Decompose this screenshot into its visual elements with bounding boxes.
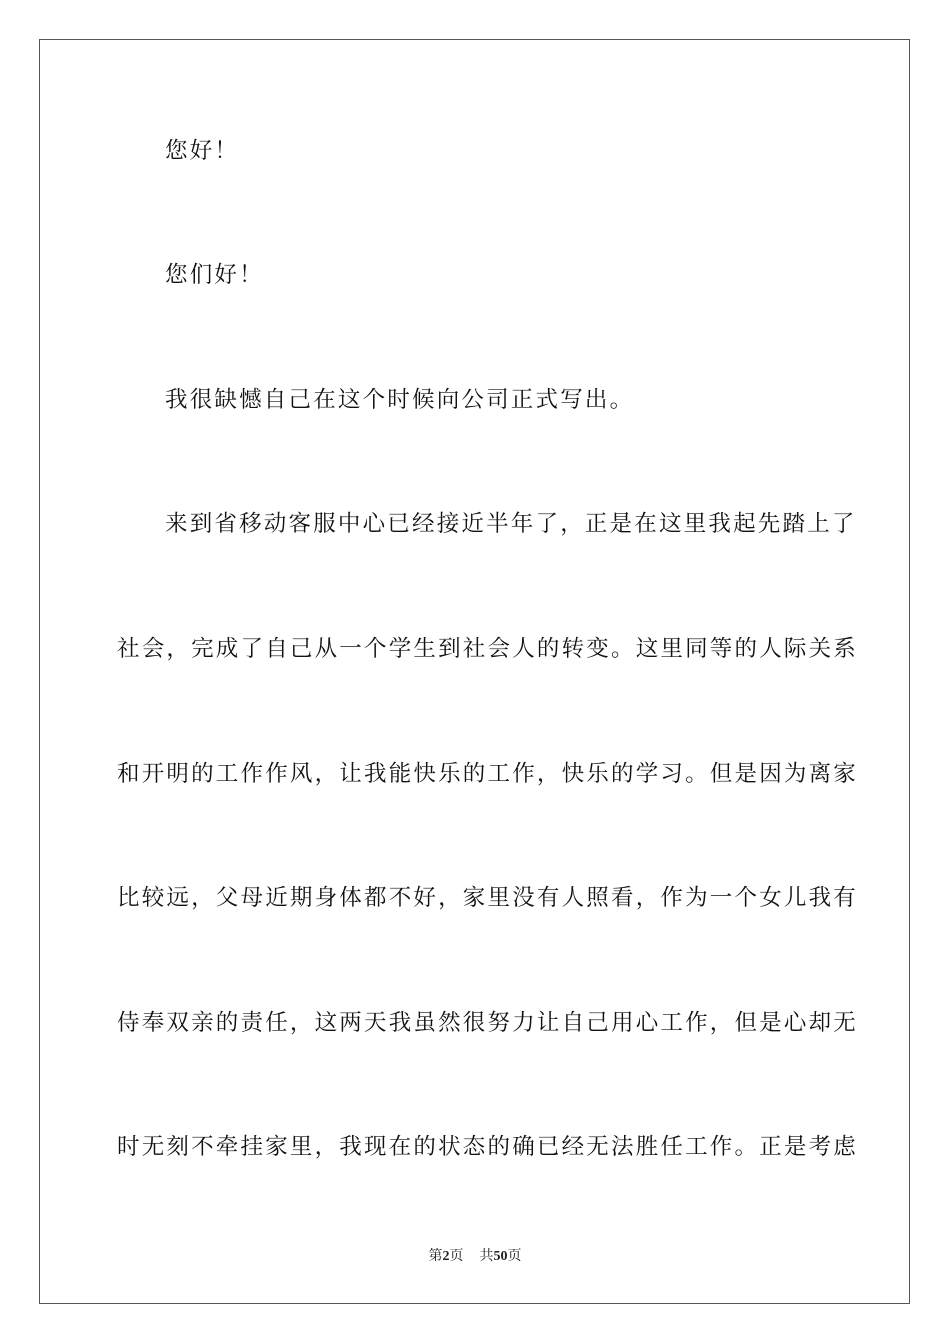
paragraph-line-3: 社会，完成了自己从一个学生到社会人的转变。这里同等的人际关系: [117, 636, 859, 662]
page-suffix: 页: [449, 1248, 464, 1264]
paragraph-line-5: 比较远，父母近期身体都不好，家里没有人照看，作为一个女儿我有: [117, 885, 859, 911]
paragraph-line-6: 侍奉双亲的责任，这两天我虽然很努力让自己用心工作，但是心却无: [117, 1010, 859, 1036]
paragraph-line-1: 我很缺憾自己在这个时候向公司正式写出。: [165, 387, 635, 413]
page-prefix: 第: [428, 1248, 443, 1264]
greeting-line-1: 您好！: [165, 138, 240, 164]
total-pages: 50: [493, 1249, 508, 1264]
total-prefix: 共: [479, 1248, 494, 1264]
greeting-line-2: 您们好！: [165, 262, 264, 288]
page-number: 2: [442, 1249, 450, 1264]
page-border: [39, 39, 910, 1304]
page-footer: [0, 1246, 950, 1267]
total-suffix: 页: [507, 1248, 522, 1264]
paragraph-line-2: 来到省移动客服中心已经接近半年了，正是在这里我起先踏上了: [165, 511, 857, 537]
paragraph-line-7: 时无刻不牵挂家里，我现在的状态的确已经无法胜任工作。正是考虑: [117, 1134, 859, 1160]
paragraph-line-4: 和开明的工作作风，让我能快乐的工作，快乐的学习。但是因为离家: [117, 761, 859, 787]
